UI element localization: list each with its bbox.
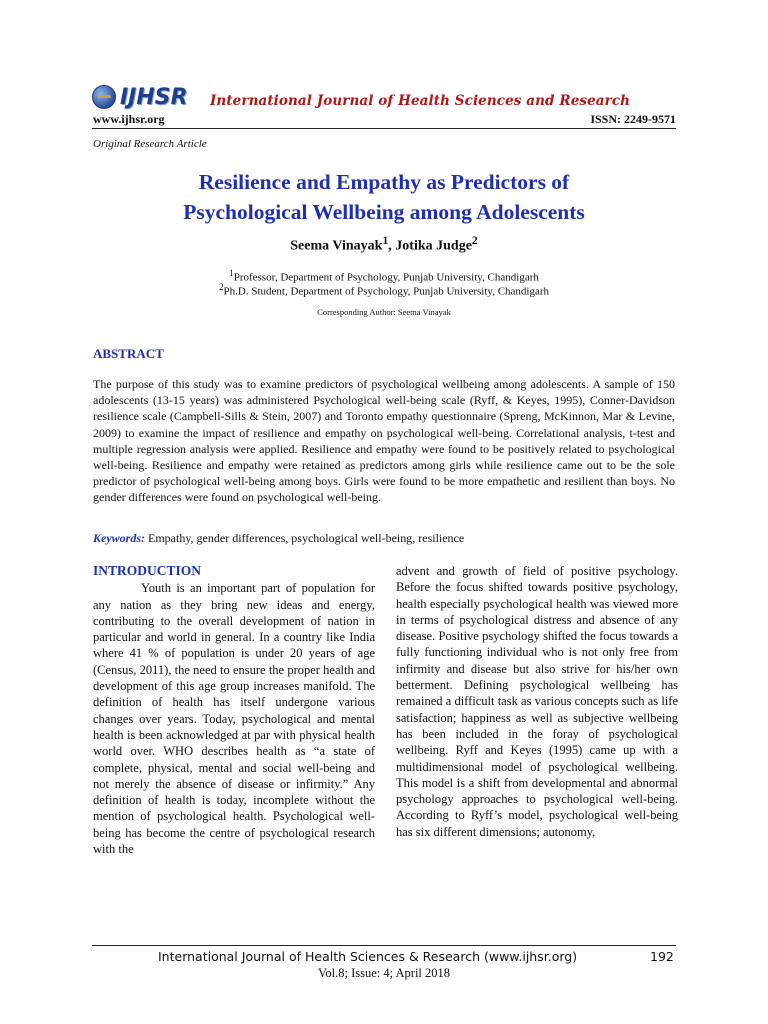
keywords-text: Empathy, gender differences, psychological well-being, resilience xyxy=(148,531,465,545)
article-title xyxy=(92,167,676,227)
journal-name: International Journal of Health Sciences and Research xyxy=(210,93,631,109)
intro-column-left xyxy=(93,563,375,857)
author-1-sup: 1 xyxy=(382,234,389,247)
abstract-text: The purpose of this study was to examine predictors of psychological wellbeing among adolescents. A sample of 150 adolescents (13-15 years) was administered Psychological well-being scale (Ryff, & Keyes, 1995), Conner-Davidson resilience scale (Campbell-Sills & Stein, 2007) and Toronto empathy questionnaire (Spreng, McKinnon, Mar & Levine, 2009) to examine the impact of resilience and empathy on psychological well-being. Correlational analysis, t-test and multiple regression analysis were applied. Resilience and empathy were found to be positively related to psychological well-being. Resilience and empathy were retained as predictors among girls while resilience came out to be the sole predictor of psychological well-being among boys. Girls were found to be more empathetic and resilient than boys. No gender differences were found on psychological well-being. xyxy=(93,377,675,505)
logo-text: IJHSR xyxy=(120,84,188,110)
journal-logo xyxy=(92,84,188,110)
intro-left-text: Youth is an important part of population for any nation as they bring new ideas and energy, contributing to the overall development of nation in particular and world in general. In a country like India where 41 % of population is under 20 years of age (Census, 2011), the need to ensure the proper health and development of this age group increases manifold. The definition of health has itself undergone various changes over years. Today, psychological and mental health is been acknowledged at par with physical health world over. WHO describes health as “a state of complete, physical, mental and social well-being and not merely the absence of disease or infirmity.” Any definition of health is today, incomplete without the mention of psychological health. Psychological well-being has become the centre of psychological research with the xyxy=(93,581,375,857)
footer-journal: International Journal of Health Sciences & Research (www.ijhsr.org) xyxy=(158,949,578,964)
affiliation-1-text: Professor, Department of Psychology, Punjab University, Chandigarh xyxy=(233,271,539,284)
header-rule xyxy=(92,128,676,129)
affiliation-2 xyxy=(92,281,676,299)
authors: Seema Vinayak$^1$, Jotika Judge$^2$ xyxy=(290,234,478,254)
journal-website: www.ijhsr.org xyxy=(93,112,165,126)
page-number: 192 xyxy=(650,949,674,964)
abstract-heading: ABSTRACT xyxy=(93,346,164,361)
footer-rule xyxy=(92,945,676,946)
author-1: Seema Vinayak xyxy=(290,238,383,254)
footer-volume: Vol.8; Issue: 4; April 2018 xyxy=(317,966,451,980)
keywords-label: Keywords: xyxy=(93,531,145,545)
issn: ISSN: 2249-9571 xyxy=(590,112,676,126)
affiliation-2-text: Ph.D. Student, Department of Psychology, Punjab University, Chandigarh xyxy=(223,285,550,298)
keywords xyxy=(93,531,675,546)
article-type: Original Research Article xyxy=(93,138,207,150)
title-line-1: Resilience and Empathy as Predictors of xyxy=(198,170,570,194)
title-line-2: Psychological Wellbeing among Adolescents xyxy=(183,200,585,224)
globe-icon xyxy=(92,85,116,109)
affiliation-2-sup: 2 xyxy=(218,282,224,292)
introduction-heading: INTRODUCTION xyxy=(93,563,202,578)
author-2: Jotika Judge xyxy=(395,238,472,254)
corresponding-author: Corresponding Author: Seema Vinayak xyxy=(317,307,451,317)
intro-right-text: advent and growth of field of positive psychology. Before the focus shifted towards positive psychology, health especially psychological health was viewed more in terms of psychological distress and absence of any disease. Positive psychology shifted the focus towards a fully functioning individual who is not only free from infirmity and disease but also strive for his/her own betterment. Defining psychological wellbeing has remained a difficult task as various concepts such as life satisfaction; happiness as well as subjective wellbeing has been included in the foray of psychological wellbeing. Ryff and Keyes (1995) came up with a multidimensional model of psychological wellbeing. This model is a shift from developmental and abnormal psychology approaches to psychological well-being. According to Ryff’s model, psychological well-being has six different dimensions; autonomy, xyxy=(396,564,678,839)
intro-column-right xyxy=(396,563,678,840)
author-2-sup: 2 xyxy=(471,234,478,247)
affiliation-1-sup: 1 xyxy=(229,268,234,278)
